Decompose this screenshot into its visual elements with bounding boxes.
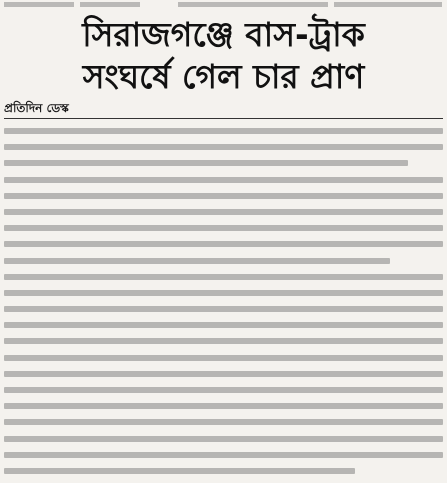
body-line (4, 463, 443, 479)
headline (0, 14, 447, 98)
body-line (4, 220, 443, 236)
body-line (4, 398, 443, 414)
body-line (4, 333, 443, 349)
body-line (4, 269, 443, 285)
clipped-previous-article-strip (0, 0, 447, 12)
body-line (4, 139, 443, 155)
body-line (4, 204, 443, 220)
headline-line-1: সিরাজগঞ্জে বাস-ট্রাক (82, 15, 365, 54)
body-line (4, 317, 443, 333)
body-line (4, 382, 443, 398)
body-line (4, 431, 443, 447)
body-line (4, 155, 443, 171)
byline: প্রতিদিন ডেস্ক (4, 101, 69, 115)
body-line (4, 253, 443, 269)
body-line (4, 350, 443, 366)
body-line (4, 188, 443, 204)
body-line (4, 366, 443, 382)
body-line (4, 447, 443, 463)
body-line (4, 123, 443, 139)
headline-line-2: সংঘর্ষে গেল চার প্রাণ (82, 57, 365, 96)
byline-rule (4, 118, 443, 119)
body-line (4, 414, 443, 430)
body-line (4, 236, 443, 252)
article-body-illegible (4, 123, 443, 479)
body-line (4, 285, 443, 301)
body-line (4, 301, 443, 317)
body-line (4, 172, 443, 188)
